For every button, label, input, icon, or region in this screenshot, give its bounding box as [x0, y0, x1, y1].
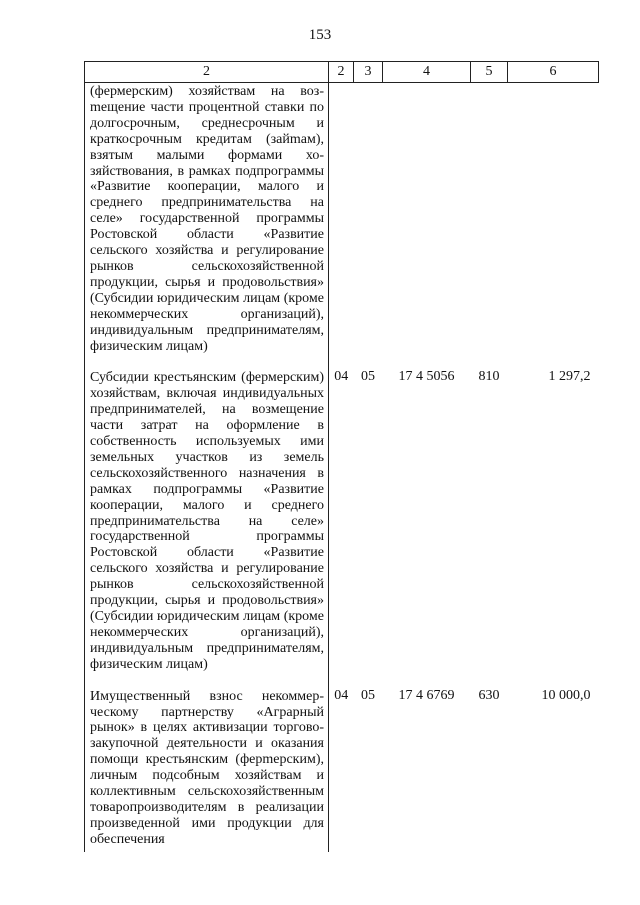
row-amount: 10 000,0: [541, 687, 591, 703]
header-cell-section: 2: [329, 62, 354, 83]
header-cell-amount: 6: [508, 62, 599, 83]
row-expense-type: 810: [478, 369, 500, 385]
row-subsection: 05: [361, 687, 375, 703]
row-section: 04: [334, 369, 349, 385]
row-amount: [508, 83, 599, 355]
row-name: Субсидии крестьянским (фермерским) хозяйствам, включая индивидуальных предпринимателей, на возмещение части затрат на оформление в собственность используемых ими земельных участков из земель сельскохозяйственного назначения в рамках подпрограммы «Развитие кооперации, малого и среднего предпринимательства на селе» государственной программы Ростовской области «Развитие сельского хозяйства и регулирование рынков сельскохозяйственной продукции, сырья и продовольствия» (Субсидии юридическим лицам (кроме некоммерческих организаций), индивидуальным предпринимателям, физическим лицам): [85, 369, 329, 672]
header-cell-expense-type: 5: [471, 62, 508, 83]
row-section: [329, 83, 354, 355]
table-row: [85, 83, 599, 355]
header-cell-target-article: 4: [383, 62, 471, 83]
header-cell-subsection: 3: [354, 62, 383, 83]
row-target-article: 17 4 6769: [398, 687, 455, 703]
row-name: (фермерским) хозяйствам на возmещение части процентной ставки по долгосрочным, среднесрочным и краткосрочным кредитам (зайmам), взятым малыми формами хозяйствования, в рамках подпрограммы «Развитие кооперации, малого и среднего предпринимательства на селе» государственной программы Ростовской области «Развитие сельского хозяйства и регулирование рынков сельскохозяйственной продукции, сырья и продовольствия» (Субсидии юридическим лицам (кроме некоммерческих организаций), индивидуальным предпринимателям, физическим лицам): [85, 83, 329, 355]
row-target-article: 17 4 5056: [398, 369, 455, 385]
header-cell-name: 2: [85, 62, 329, 83]
row-target-article: [383, 83, 471, 355]
row-amount: 1 297,2: [548, 369, 591, 385]
row-gap: [85, 354, 599, 369]
page-number: 153: [308, 27, 332, 43]
row-expense-type: [471, 83, 508, 355]
row-subsection: [354, 83, 383, 355]
budget-table: [84, 61, 599, 852]
row-name: Имущественный взнос некоммерческому партнерству «Аграрный рынок» в целях активизации торгово-закупочной деятельности и оказания помощи крестьянским (ферmерским), личным подсобным хозяйствам и коллективным сельскохозяйственным товаропроизводителям в реализации произведенной ими продукции для обеспечения: [85, 688, 329, 852]
table-row: [85, 688, 599, 852]
table-header: [85, 62, 599, 83]
table-row: [85, 369, 599, 672]
row-subsection: 05: [361, 369, 375, 385]
row-gap: [85, 673, 599, 688]
row-section: 04: [334, 687, 349, 703]
row-expense-type: 630: [478, 687, 500, 703]
